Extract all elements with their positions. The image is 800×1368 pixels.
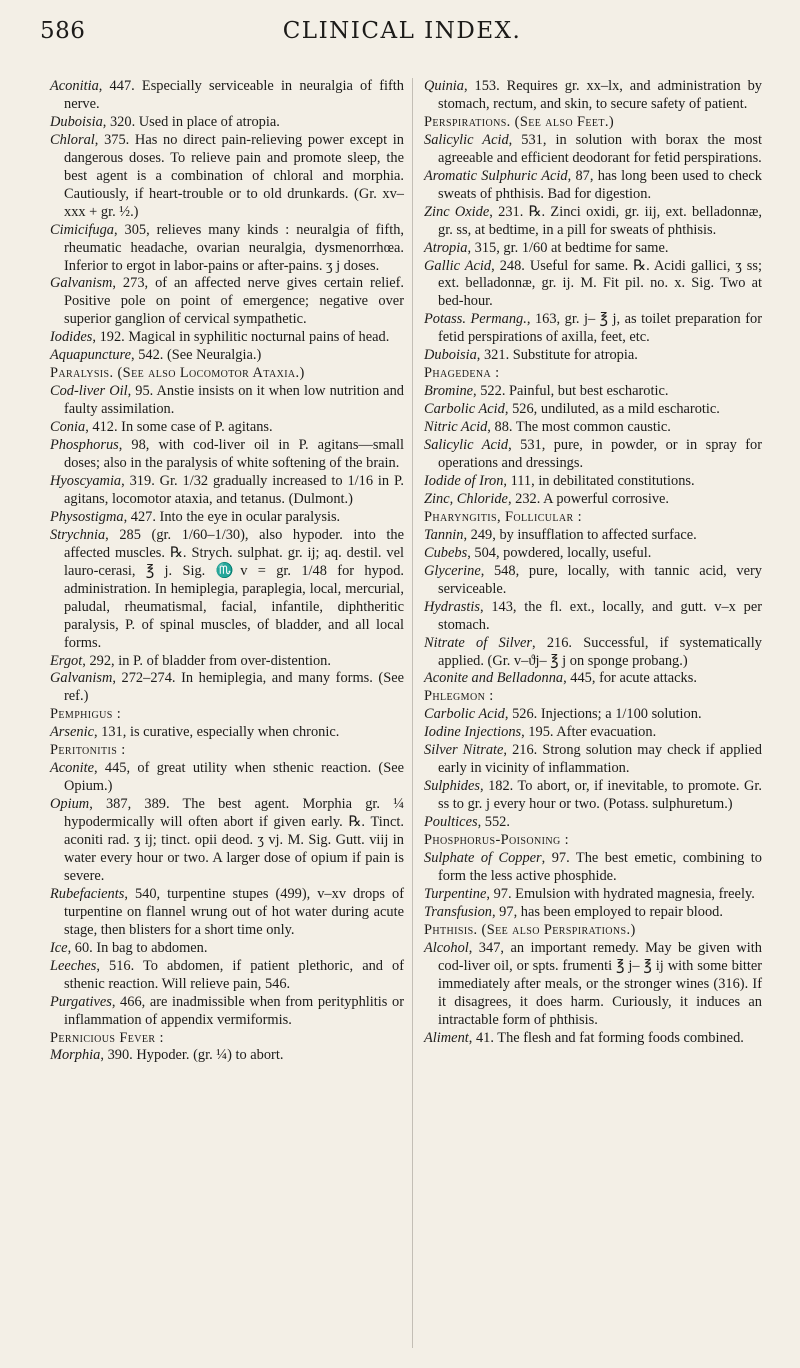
remedy-name: Alcohol bbox=[424, 939, 469, 956]
remedy-name: Aliment bbox=[424, 1029, 469, 1046]
index-entry bbox=[50, 419, 404, 437]
remedy-name: Carbolic Acid bbox=[424, 706, 505, 723]
index-entry bbox=[50, 329, 404, 347]
index-entry bbox=[50, 653, 404, 671]
index-entry bbox=[50, 724, 404, 742]
index-entry bbox=[424, 347, 762, 365]
entry-text: , 375. Has no direct pain-relieving power except in dangerous doses. To relieve pain and promote sleep, the best agent is a combination of chloral and morphia. Cautiously, if heart-trouble or to old drunkards. (Gr. xv–xxx + gr. ½.) bbox=[64, 131, 404, 220]
remedy-name: Aquapuncture bbox=[50, 347, 131, 364]
index-heading: Pemphigus : bbox=[50, 706, 122, 723]
index-heading: Phlegmon : bbox=[424, 688, 494, 705]
remedy-name: Iodides bbox=[50, 329, 93, 346]
remedy-name: Cod-liver Oil bbox=[50, 383, 128, 400]
remedy-name: Rubefacients bbox=[50, 885, 125, 902]
remedy-name: Bromine bbox=[424, 383, 474, 400]
index-heading: Phthisis. (See also Perspirations.) bbox=[424, 921, 636, 938]
remedy-name: Phosphorus bbox=[50, 437, 119, 454]
entry-text: , 231. ℞. Zinci oxidi, gr. iij, ext. belladonnæ, gr. ss, at bedtime, in a pill for sweats of phthisis. bbox=[438, 203, 762, 238]
entry-text: , 97, has been employed to repair blood. bbox=[491, 903, 723, 920]
remedy-name: Leeches bbox=[50, 957, 97, 974]
remedy-name: Transfusion bbox=[424, 903, 492, 920]
remedy-name: Potass. Permang. bbox=[424, 311, 527, 328]
entry-text: , 347, an important remedy. May be given with cod-liver oil, or spts. frumenti ℥ j– ℥ ij with some bitter immediately after meals, or the stronger wines (316). If it disagrees, it does harm. Curiously, it induces an intractable form of phthisis. bbox=[438, 939, 762, 1028]
entry-text: , 195. After evacuation. bbox=[521, 724, 657, 741]
index-entry bbox=[424, 527, 762, 545]
index-heading: Peritonitis : bbox=[50, 742, 126, 759]
index-entry bbox=[424, 473, 762, 491]
remedy-name: Glycerine bbox=[424, 562, 481, 579]
index-entry bbox=[50, 994, 404, 1030]
index-entry bbox=[50, 347, 404, 365]
index-entry bbox=[424, 1030, 762, 1048]
entry-text: , 111, in debilitated constitutions. bbox=[503, 472, 695, 489]
entry-text: , 87, has long been used to check sweats of phthisis. Bad for digestion. bbox=[438, 167, 763, 202]
entry-text: , 97. Emulsion with hydrated magnesia, freely. bbox=[486, 885, 755, 902]
remedy-name: Galvanism bbox=[50, 670, 113, 687]
remedy-name: Sulphate of Copper bbox=[424, 849, 542, 866]
index-entry bbox=[424, 545, 762, 563]
entry-text: , 466, are inadmissible when from perityphlitis or inflammation of appendix vermiformis. bbox=[64, 993, 404, 1028]
remedy-name: Strychnia bbox=[50, 526, 106, 543]
index-entry bbox=[424, 563, 762, 599]
index-heading: Phagedena : bbox=[424, 365, 500, 382]
remedy-name: Nitric Acid bbox=[424, 419, 488, 436]
index-entry bbox=[424, 635, 762, 671]
remedy-name: Cimicifuga bbox=[50, 221, 114, 238]
right-column bbox=[424, 78, 762, 1047]
remedy-name: Nitrate of Silver bbox=[424, 634, 533, 651]
entry-text: , 98, with cod-liver oil in P. agitans—small doses; also in the paralysis of white softening of the brain. bbox=[64, 437, 404, 472]
entry-text: , 248. Useful for same. ℞. Acidi gallici, ʒ ss; ext. belladonnæ, gr. ij. M. Fit pil. no. x. Sig. Two at bed-hour. bbox=[438, 257, 763, 310]
entry-text: , 445, of great utility when sthenic reaction. (See Opium.) bbox=[64, 760, 404, 795]
index-entry bbox=[424, 419, 762, 437]
index-entry bbox=[50, 383, 404, 419]
remedy-name: Aromatic Sulphuric Acid bbox=[424, 167, 568, 184]
entry-text: , 540, turpentine stupes (499), v–xv drops of turpentine on flannel wrung out of hot water during acute stage, then blisters for a short time only. bbox=[64, 885, 404, 938]
index-entry bbox=[50, 78, 404, 114]
entry-text: , 504, powdered, locally, useful. bbox=[467, 544, 652, 561]
remedy-name: Opium bbox=[50, 796, 90, 813]
index-entry bbox=[50, 222, 404, 276]
index-entry bbox=[424, 168, 762, 204]
entry-text: , 216. Successful, if systematically applied. (Gr. v–ϑj– ℥ j on sponge probang.) bbox=[438, 634, 762, 669]
index-heading: Pharyngitis, Follicular : bbox=[424, 508, 583, 525]
remedy-name: Arsenic bbox=[50, 724, 94, 741]
entry-text: , 163, gr. j– ℥ j, as toilet preparation for fetid perspirations of axilla, feet, etc. bbox=[438, 311, 762, 346]
index-entry bbox=[424, 258, 762, 312]
index-entry bbox=[424, 742, 762, 778]
entry-text: , 273, of an affected nerve gives certain relief. Positive pole on point of emergence; negative over superior ganglion of cervical sympathetic. bbox=[64, 275, 404, 328]
remedy-name: Salicylic Acid bbox=[424, 131, 509, 148]
left-column bbox=[50, 78, 404, 1065]
index-entry bbox=[424, 706, 762, 724]
page-number: 586 bbox=[40, 18, 86, 44]
index-entry bbox=[424, 599, 762, 635]
index-entry bbox=[424, 311, 762, 347]
remedy-name: Conia bbox=[50, 419, 86, 436]
entry-text: , 390. Hypoder. (gr. ¼) to abort. bbox=[100, 1047, 284, 1064]
index-entry bbox=[50, 886, 404, 940]
entry-text: , 192. Magical in syphilitic nocturnal pains of head. bbox=[92, 329, 390, 346]
entry-text: , 542. (See Neuralgia.) bbox=[131, 347, 262, 364]
entry-text: , 232. A powerful corrosive. bbox=[507, 490, 670, 507]
index-heading: Pernicious Fever : bbox=[50, 1029, 164, 1046]
entry-text: , 321. Substitute for atropia. bbox=[476, 347, 638, 364]
index-entry bbox=[424, 401, 762, 419]
entry-text: , 447. Especially serviceable in neuralgia of fifth nerve. bbox=[64, 78, 404, 112]
entry-text: , 526. Injections; a 1/100 solution. bbox=[504, 706, 702, 723]
remedy-name: Tannin bbox=[424, 526, 464, 543]
entry-text: , 427. Into the eye in ocular paralysis. bbox=[123, 508, 341, 525]
index-entry bbox=[50, 760, 404, 796]
remedy-name: Aconite and Belladonna bbox=[424, 670, 564, 687]
index-entry bbox=[424, 670, 762, 688]
index-entry bbox=[424, 904, 762, 922]
remedy-name: Turpentine bbox=[424, 885, 487, 902]
entry-text: , 552. bbox=[477, 814, 510, 831]
entry-text: , 182. To abort, or, if inevitable, to promote. Gr. ss to gr. j every hour or two. (Potass. sulphuretum.) bbox=[438, 778, 762, 813]
index-entry bbox=[424, 78, 762, 114]
entry-text: , 315, gr. 1/60 at bedtime for same. bbox=[467, 239, 669, 256]
remedy-name: Salicylic Acid bbox=[424, 437, 509, 454]
index-entry bbox=[50, 796, 404, 886]
remedy-name: Duboisia bbox=[50, 113, 103, 130]
index-entry bbox=[424, 491, 762, 509]
remedy-name: Galvanism bbox=[50, 275, 113, 292]
page-header bbox=[40, 18, 764, 58]
remedy-name: Poultices bbox=[424, 814, 478, 831]
remedy-name: Hyoscyamia bbox=[50, 472, 122, 489]
column-divider bbox=[412, 78, 413, 1348]
index-entry bbox=[424, 437, 762, 473]
entry-text: , 522. Painful, but best escharotic. bbox=[473, 383, 669, 400]
entry-text: , 153. Requires gr. xx–lx, and administration by stomach, rectum, and skin, to secure safety of patient. bbox=[438, 78, 762, 112]
entry-text: , 143, the fl. ext., locally, and gutt. v–x per stomach. bbox=[438, 598, 762, 633]
index-entry bbox=[50, 473, 404, 509]
index-entry bbox=[424, 132, 762, 168]
index-entry bbox=[50, 437, 404, 473]
remedy-name: Aconite bbox=[50, 760, 94, 777]
index-heading: Phosphorus-Poisoning : bbox=[424, 832, 569, 849]
remedy-name: Aconitia bbox=[50, 78, 99, 94]
remedy-name: Morphia bbox=[50, 1047, 101, 1064]
remedy-name: Zinc, Chloride bbox=[424, 490, 508, 507]
index-entry bbox=[424, 886, 762, 904]
index-heading: Perspirations. (See also Feet.) bbox=[424, 113, 615, 130]
entry-text: , 387, 389. The best agent. Morphia gr. ¼ hypodermically will often abort if given early. ℞. Tinct. aconiti rad. ʒ ij; tinct. opii deod. ʒ vj. M. Sig. Gutt. viij in water every hour or two. A larger dose of opium if pain is severe. bbox=[64, 796, 404, 884]
remedy-name: Iodide of Iron bbox=[424, 472, 504, 489]
remedy-name: Atropia bbox=[424, 239, 468, 256]
index-entry bbox=[50, 509, 404, 527]
index-entry bbox=[50, 670, 404, 706]
index-entry bbox=[424, 724, 762, 742]
index-entry bbox=[50, 940, 404, 958]
entry-text: , 292, in P. of bladder from over-distention. bbox=[82, 652, 331, 669]
index-entry bbox=[50, 114, 404, 132]
remedy-name: Iodine Injections bbox=[424, 724, 522, 741]
remedy-name: Hydrastis bbox=[424, 598, 480, 615]
entry-text: , 60. In bag to abdomen. bbox=[67, 939, 208, 956]
entry-text: , 412. In some case of P. agitans. bbox=[85, 419, 273, 436]
entry-text: , 249, by insufflation to affected surface. bbox=[463, 526, 697, 543]
entry-text: , 319. Gr. 1/32 gradually increased to 1/16 in P. agitans, locomotor ataxia, and tetanus. (Dulmont.) bbox=[64, 472, 404, 507]
index-entry bbox=[50, 958, 404, 994]
index-entry bbox=[424, 240, 762, 258]
remedy-name: Physostigma bbox=[50, 508, 124, 525]
entry-text: , 526, undiluted, as a mild escharotic. bbox=[504, 401, 720, 418]
index-entry bbox=[424, 940, 762, 1030]
remedy-name: Duboisia bbox=[424, 347, 477, 364]
index-entry bbox=[50, 1047, 404, 1065]
entry-text: , 131, is curative, especially when chronic. bbox=[93, 724, 340, 741]
entry-text: , 95. Anstie insists on it when low nutrition and faulty assimilation. bbox=[64, 383, 404, 418]
entry-text: , 445, for acute attacks. bbox=[563, 670, 697, 687]
remedy-name: Sulphides bbox=[424, 778, 480, 795]
entry-text: , 272–274. In hemiplegia, and many forms. (See ref.) bbox=[64, 670, 404, 705]
remedy-name: Gallic Acid bbox=[424, 257, 492, 274]
index-entry bbox=[424, 778, 762, 814]
index-entry bbox=[424, 814, 762, 832]
remedy-name: Ice bbox=[50, 939, 68, 956]
index-entry bbox=[424, 204, 762, 240]
remedy-name: Zinc Oxide bbox=[424, 203, 490, 220]
remedy-name: Ergot bbox=[50, 652, 83, 669]
index-entry bbox=[424, 850, 762, 886]
remedy-name: Carbolic Acid bbox=[424, 401, 505, 418]
entry-text: , 516. To abdomen, if patient plethoric, and of sthenic reaction. Will relieve pain, 546. bbox=[64, 957, 404, 992]
index-entry bbox=[424, 383, 762, 401]
running-title: CLINICAL INDEX. bbox=[282, 18, 522, 44]
entry-text: , 531, in solution with borax the most agreeable and efficient deodorant for fetid perspirations. bbox=[438, 131, 762, 166]
remedy-name: Cubebs bbox=[424, 544, 468, 561]
index-entry bbox=[50, 275, 404, 329]
entry-text: , 305, relieves many kinds : neuralgia of fifth, rheumatic headache, ovarian neuralgia, dysmenorrhœa. Inferior to ergot in labor-pains or after-pains. ʒ j doses. bbox=[64, 221, 404, 274]
index-entry bbox=[50, 527, 404, 653]
entry-text: , 285 (gr. 1/60–1/30), also hypoder. into the affected muscles. ℞. Strych. sulphat. gr. ij; aq. destil. vel lauro-cerasi, ℥ j. Sig. ♏v = gr. 1/48 for hypod. administration. In hemiplegia, paraplegia, local, mercurial, paludal, rheumatismal, facial, infantile, diphtheritic paralysis, P. of spinal muscles, of bladder, and all local forms. bbox=[64, 526, 404, 651]
remedy-name: Quinia bbox=[424, 78, 464, 94]
entry-text: , 41. The flesh and fat forming foods combined. bbox=[468, 1029, 744, 1046]
index-entry bbox=[50, 132, 404, 222]
index-heading: Paralysis. (See also Locomotor Ataxia.) bbox=[50, 365, 305, 382]
remedy-name: Purgatives bbox=[50, 993, 112, 1010]
entry-text: , 548, pure, locally, with tannic acid, very serviceable. bbox=[438, 562, 762, 597]
entry-text: , 88. The most common caustic. bbox=[487, 419, 671, 436]
entry-text: , 97. The best emetic, combining to form the less active phosphide. bbox=[438, 849, 762, 884]
remedy-name: Silver Nitrate bbox=[424, 742, 504, 759]
remedy-name: Chloral bbox=[50, 131, 95, 148]
entry-text: , 216. Strong solution may check if applied early in vicinity of inflammation. bbox=[438, 742, 762, 777]
entry-text: , 531, pure, in powder, or in spray for operations and dressings. bbox=[438, 437, 762, 472]
entry-text: , 320. Used in place of atropia. bbox=[102, 113, 280, 130]
